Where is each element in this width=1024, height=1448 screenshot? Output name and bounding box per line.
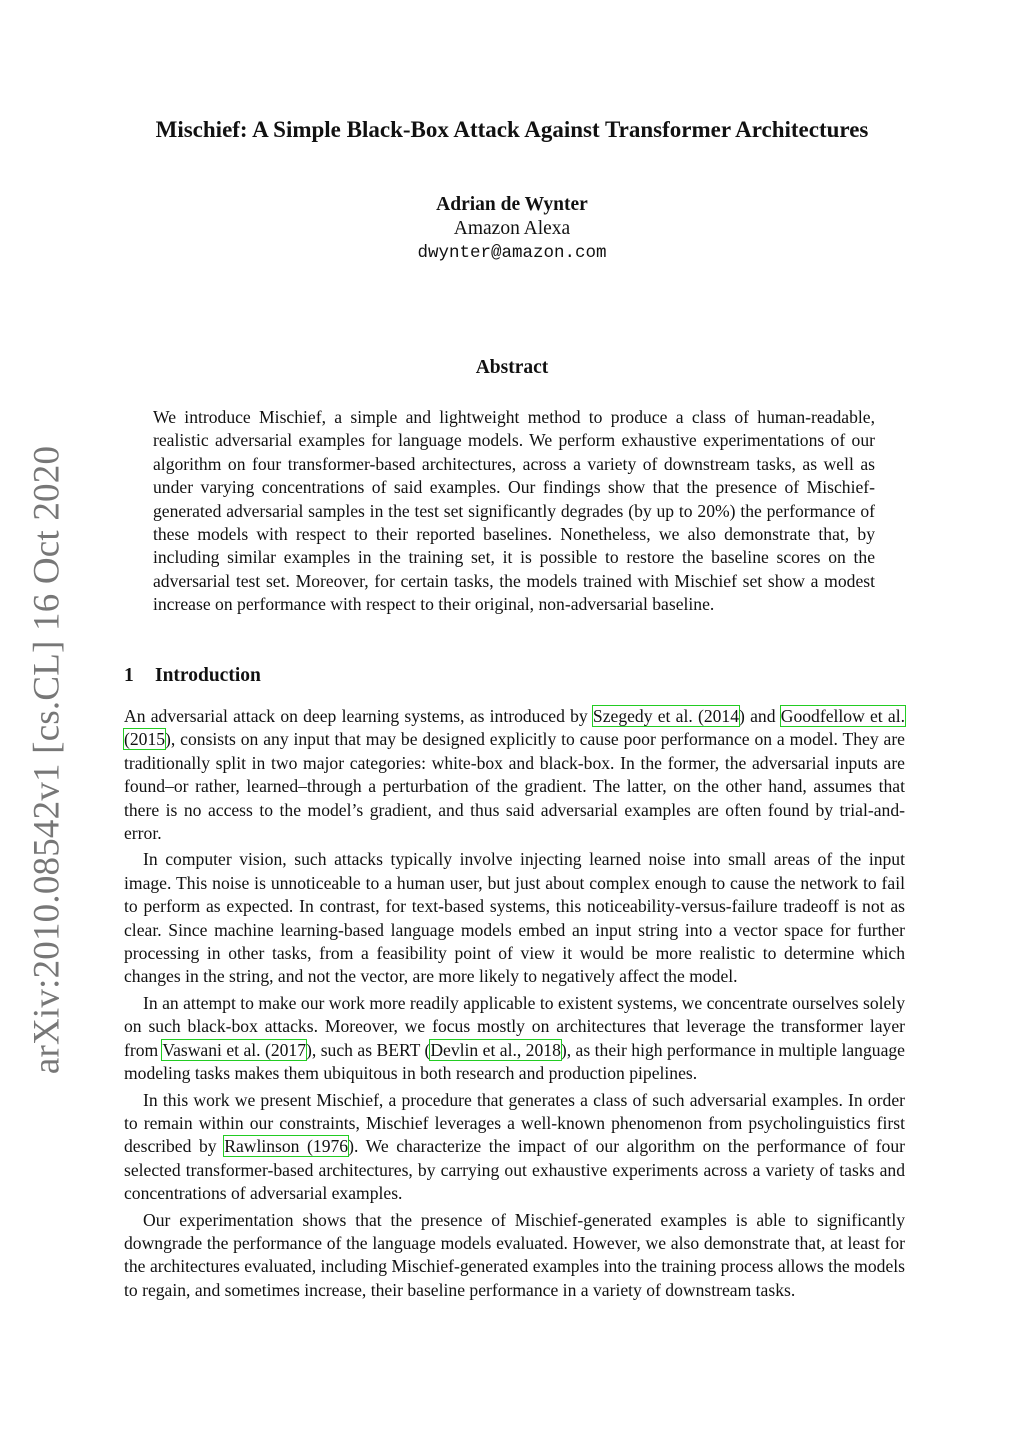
paragraph-text: An adversarial attack on deep learning systems, as introduced by bbox=[124, 706, 593, 726]
section-number: 1 bbox=[124, 665, 134, 686]
paragraph-text: ), as their high performance in multiple language modeling tasks makes them ubiquitous in both research and production pipelines. bbox=[124, 1039, 905, 1084]
citation-link-goodfellow[interactable]: Goodfellow et al. (2015 bbox=[124, 706, 906, 750]
paragraph bbox=[124, 705, 905, 845]
author-email: dwynter@amazon.com bbox=[417, 243, 607, 263]
paragraph-text: In an attempt to make our work more readily applicable to existent systems, we concentrate ourselves solely on such black-box attacks. Moreover, we focus mostly on architectures that leverage the transformer layer from bbox=[124, 992, 905, 1060]
paragraph: Our experimentation shows that the presence of Mischief-generated examples is able to significantly downgrade the performance of the language models evaluated. However, we also demonstrate that, at least for the architectures evaluated, including Mischief-generated examples into the training process allows the models to regain, and sometimes increase, their baseline performance in a variety of downstream tasks. bbox=[124, 1209, 905, 1300]
paragraph bbox=[124, 992, 905, 1086]
paragraph-text: ), consists on any input that may be designed explicitly to cause poor performance on a model. They are traditionally split in two major categories: white-box and black-box. In the former, the adversarial inputs are found–or rather, learned–through a perturbation of the gradient. The latter, on the other hand, assumes that there is no access to the model’s gradient, and thus said adversarial examples are often found by trial-and-error. bbox=[124, 729, 905, 844]
citation-link-rawlinson[interactable]: Rawlinson (1976 bbox=[224, 1136, 349, 1157]
abstract-heading: Abstract bbox=[475, 357, 549, 378]
introduction-body bbox=[124, 705, 905, 1305]
paragraph-text: In this work we present Mischief, a procedure that generates a class of such adversarial examples. In order to remain within our constraints, Mischief leverages a well-known phenomenon from psycholinguistics first described by bbox=[124, 1089, 905, 1157]
author-name: Adrian de Wynter bbox=[436, 194, 588, 215]
paragraph-text: ) and bbox=[739, 706, 781, 726]
citation-link-szegedy[interactable]: Szegedy et al. (2014 bbox=[592, 706, 740, 726]
citation-link-vaswani[interactable]: Vaswani et al. (2017 bbox=[162, 1039, 307, 1060]
section-heading-introduction bbox=[124, 665, 261, 687]
citation-link-devlin[interactable]: Devlin et al., 2018 bbox=[430, 1039, 561, 1060]
paper-title: Mischief: A Simple Black-Box Attack Against Transformer Architectures bbox=[155, 117, 869, 142]
paragraph: In computer vision, such attacks typically involve injecting learned noise into small areas of the input image. This noise is unnoticeable to a human user, but just about complex enough to cause the network to fail to perform as expected. In contrast, for text-based systems, this noticeability-versus-failure tradeoff is not as clear. Since machine learning-based language models embed an input string into a vector space for further processing in other tasks, from a feasibility point of view it would be more realistic to determine which changes in the string, and not the vector, are more likely to negatively affect the model. bbox=[124, 849, 905, 987]
author-affiliation: Amazon Alexa bbox=[453, 218, 571, 239]
paragraph-text: ). We characterize the impact of our algorithm on the performance of four selected transformer-based architectures, by carrying out exhaustive experiments across a variety of tasks and concentrations of adversarial examples. bbox=[124, 1136, 905, 1204]
abstract-text: We introduce Mischief, a simple and lightweight method to produce a class of human-readable, realistic adversarial examples for language models. We perform exhaustive experimentations of our algorithm on four transformer-based architectures, across a variety of downstream tasks, as well as under varying concentrations of said examples. Our findings show that the presence of Mischief-generated adversarial samples in the test set significantly degrades (by up to 20%) the performance of these models with respect to their reported baselines. Nonetheless, we also demonstrate that, by including similar examples in the training set, it is possible to restore the baseline scores on the adversarial test set. Moreover, for certain tasks, the models trained with Mischief set show a modest increase on performance with respect to their original, non-adversarial baseline. bbox=[153, 407, 875, 615]
section-title: Introduction bbox=[155, 665, 261, 686]
paragraph bbox=[124, 1089, 905, 1206]
arxiv-identifier-stamp: arXiv:2010.08542v1 [cs.CL] 16 Oct 2020 bbox=[26, 445, 68, 1075]
paragraph-text: ), such as BERT ( bbox=[306, 1039, 431, 1060]
